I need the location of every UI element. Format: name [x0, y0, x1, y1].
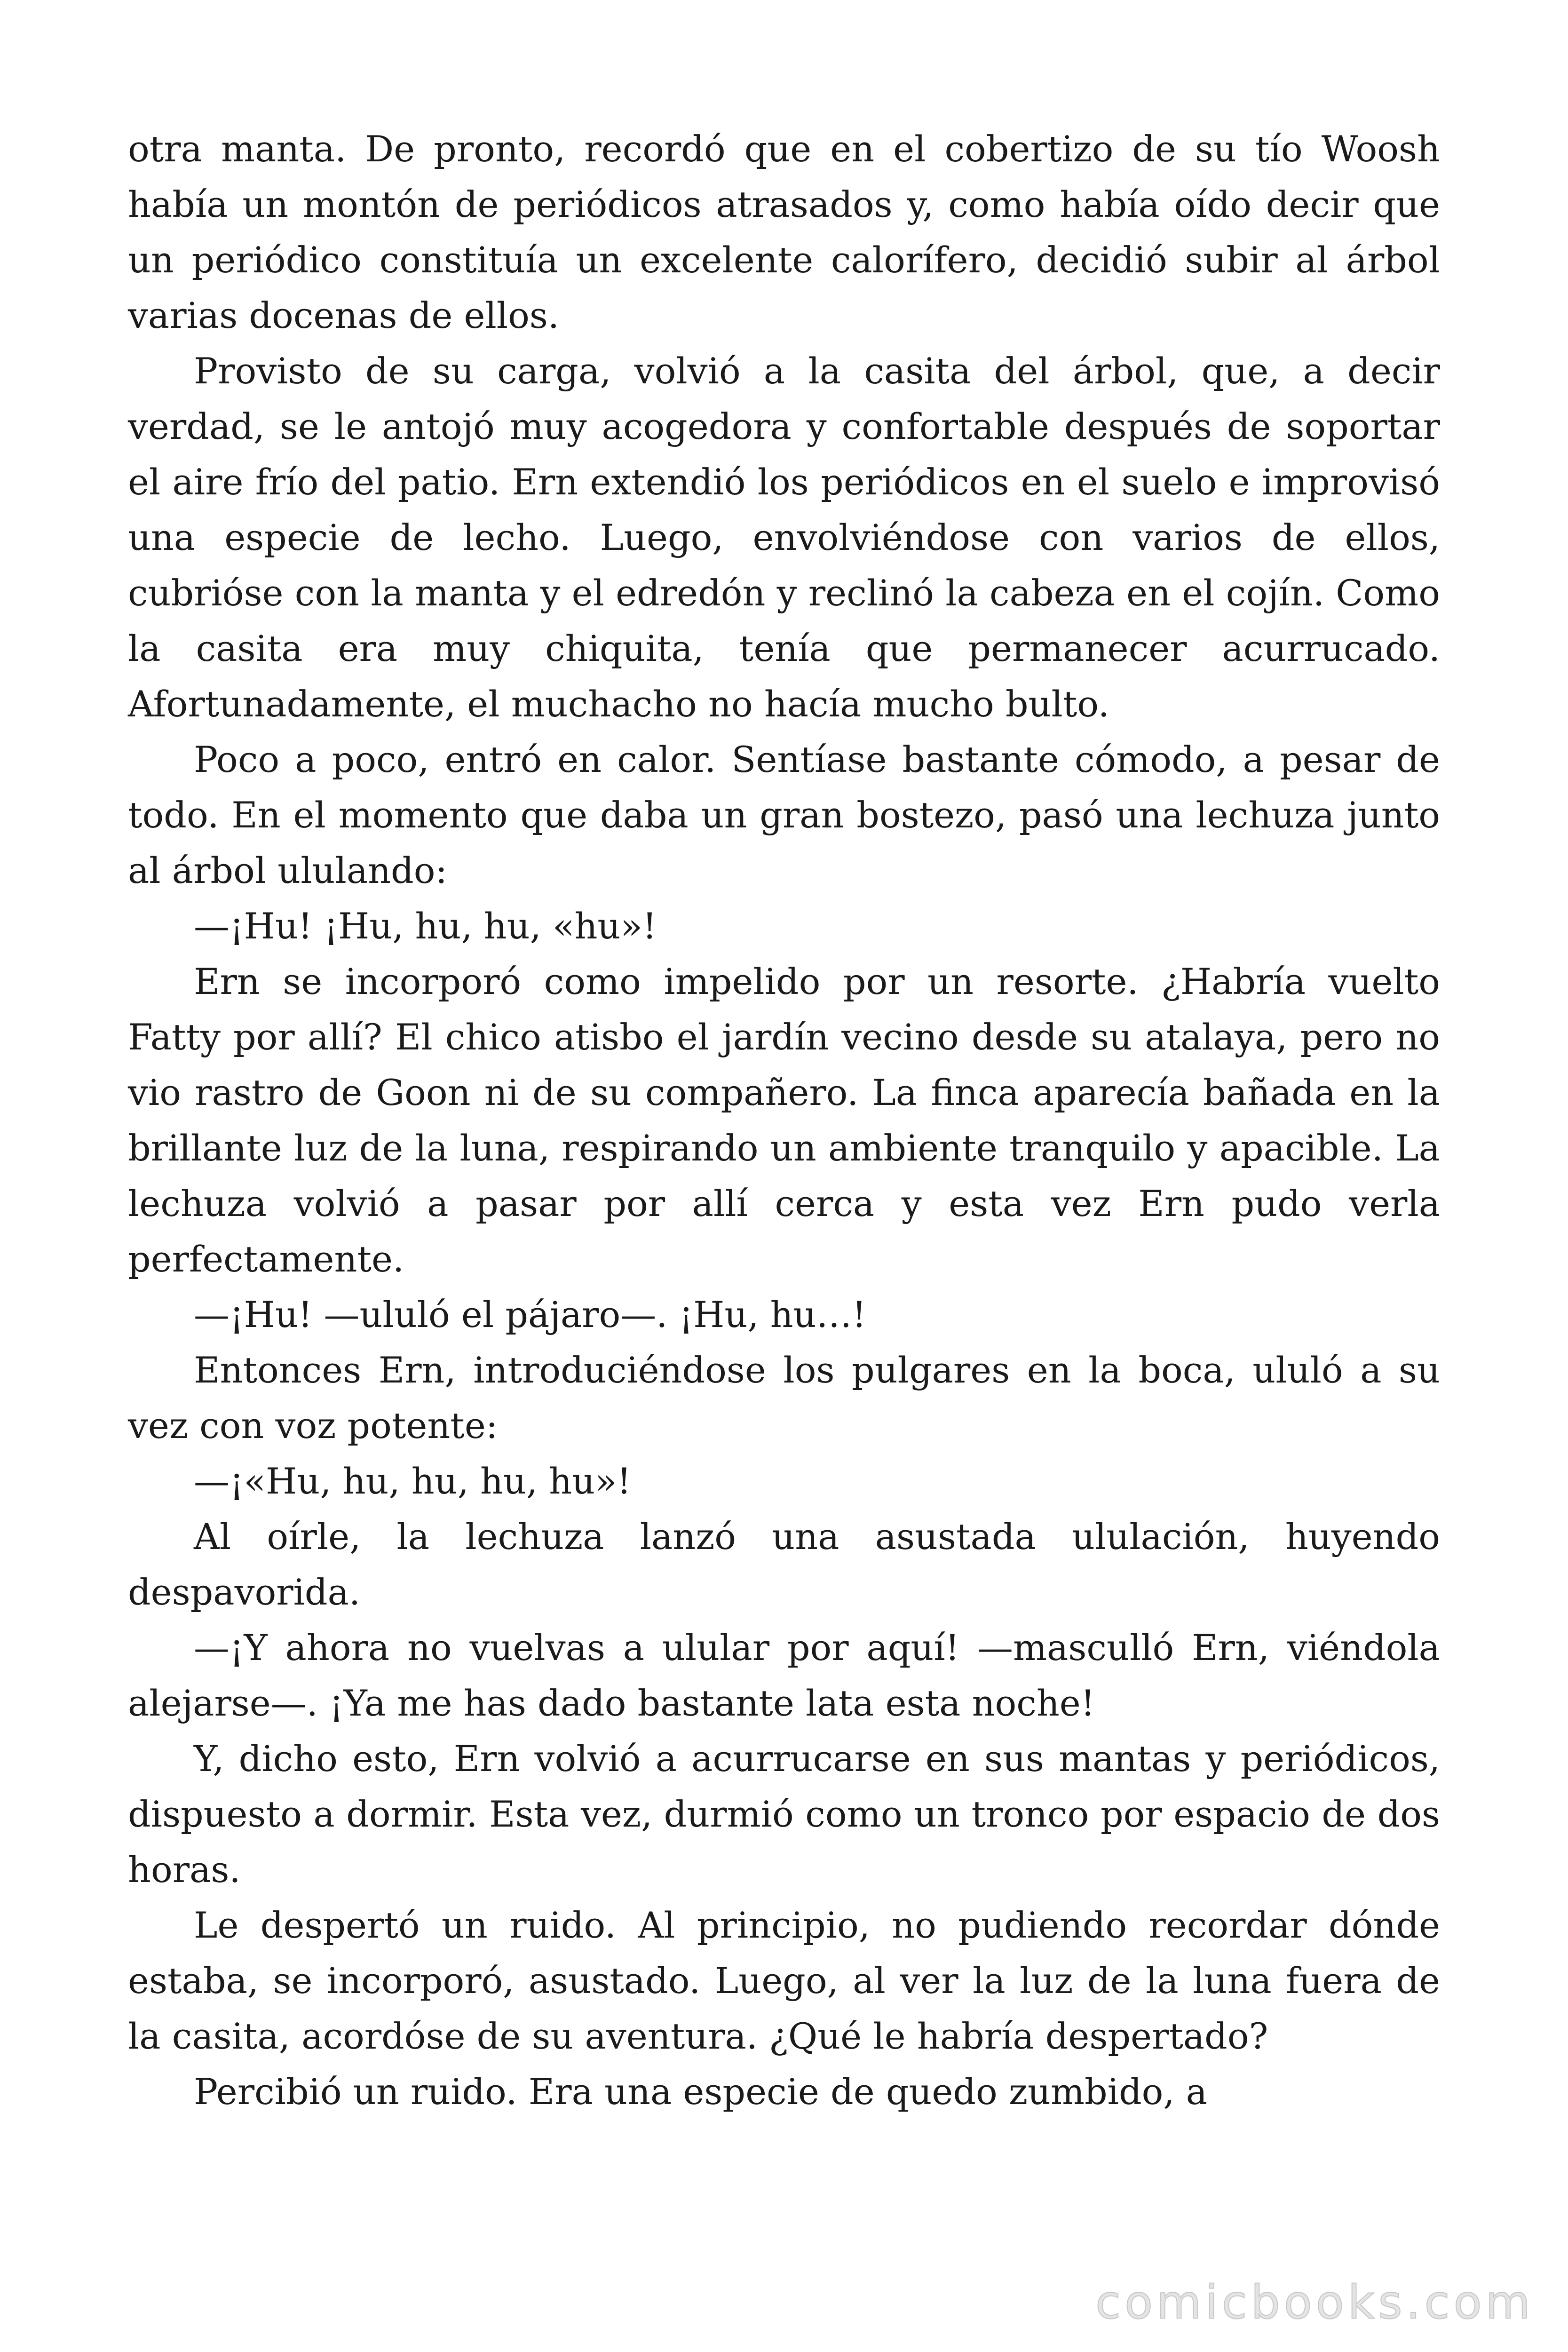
watermark: comicbooks.com — [1095, 2276, 1534, 2329]
paragraph-6-dialogue: —¡Hu! —ululó el pájaro—. ¡Hu, hu…! — [194, 1294, 867, 1335]
paragraph-5: Ern se incorporó como impelido por un resorte. ¿Habría vuelto Fatty por allí? El chico atisbo el jardín vecino desde su atalaya, pero no vio rastro de Goon ni de su compañero. La finca aparecía bañada en la brillante luz de la luna, respirando un ambiente tranquilo y apacible. La lechuza volvió a pasar por allí cerca y esta vez Ern pudo verla perfectamente. — [128, 961, 1440, 1280]
body-text — [128, 121, 1440, 2120]
paragraph-13: Percibió un ruido. Era una especie de quedo zumbido, a — [194, 2071, 1208, 2113]
paragraph-12: Le despertó un ruido. Al principio, no pudiendo recordar dónde estaba, se incorporó, asustado. Luego, al ver la luz de la luna fuera de la casita, acordóse de su aventura. ¿Qué le habría despertado? — [128, 1904, 1440, 2057]
paragraph-11: Y, dicho esto, Ern volvió a acurrucarse en sus mantas y periódicos, dispuesto a dormir. Esta vez, durmió como un tronco por espacio de dos horas. — [128, 1738, 1440, 1891]
paragraph-2: Provisto de su carga, volvió a la casita del árbol, que, a decir verdad, se le antojó muy acogedora y confortable después de soportar el aire frío del patio. Ern extendió los periódicos en el suelo e improvisó una especie de lecho. Luego, envolviéndose con varios de ellos, cubrióse con la manta y el edredón y reclinó la cabeza en el cojín. Como la casita era muy chiquita, tenía que permanecer acurrucado. Afortunadamente, el muchacho no hacía mucho bulto. — [128, 350, 1440, 725]
paragraph-4-dialogue: —¡Hu! ¡Hu, hu, hu, «hu»! — [194, 905, 657, 947]
paragraph-1: otra manta. De pronto, recordó que en el cobertizo de su tío Woosh había un montón de periódicos atrasados y, como había oído decir que un periódico constituía un excelente calorífero, decidió subir al árbol varias docenas de ellos. — [128, 128, 1440, 336]
paragraph-9: Al oírle, la lechuza lanzó una asustada ululación, huyendo despavorida. — [128, 1516, 1440, 1613]
paragraph-8-dialogue: —¡«Hu, hu, hu, hu, hu»! — [194, 1460, 632, 1502]
paragraph-7: Entonces Ern, introduciéndose los pulgares en la boca, ululó a su vez con voz potente: — [128, 1349, 1440, 1446]
paragraph-3: Poco a poco, entró en calor. Sentíase bastante cómodo, a pesar de todo. En el momento que daba un gran bostezo, pasó una lechuza junto al árbol ululando: — [128, 739, 1440, 891]
paragraph-10-dialogue: —¡Y ahora no vuelvas a ulular por aquí! —masculló Ern, viéndola alejarse—. ¡Ya me has dado bastante lata esta noche! — [128, 1627, 1440, 1724]
